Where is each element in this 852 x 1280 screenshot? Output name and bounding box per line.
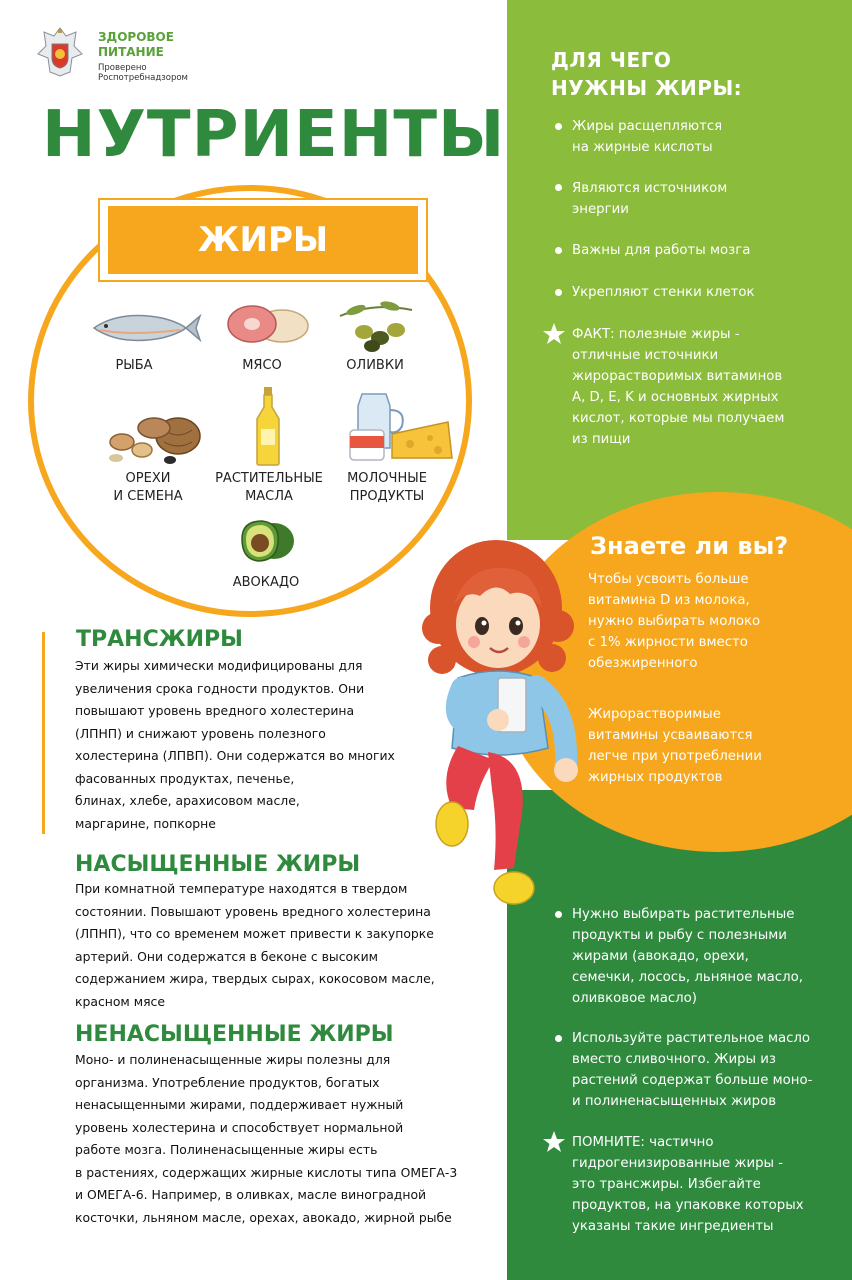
text-line: оливковое масло) — [572, 991, 697, 1006]
did-you-know-title: Знаете ли вы? — [590, 532, 789, 560]
logo-sub-line: Проверено — [98, 63, 147, 73]
text-line: и ОМЕГА-6. Например, в оливках, масле виноградной — [75, 1187, 427, 1202]
text-line: красном мясе — [75, 993, 165, 1009]
logo-subtitle — [98, 63, 188, 83]
text-line: семечки, лосось, льняное масло, — [572, 970, 803, 985]
bullet-icon — [555, 123, 562, 130]
tip-item — [572, 904, 803, 1009]
did-you-know-text — [588, 569, 760, 674]
fats-label: ЖИРЫ — [108, 206, 418, 274]
remember-item — [572, 1132, 804, 1237]
food-label-dairy — [340, 470, 434, 506]
text-line: Жирорастворимые — [588, 707, 721, 722]
meat-icon — [224, 300, 310, 352]
text-line: продукты и рыбу с полезными — [572, 928, 787, 943]
section-title-unsaturated: НЕНАСЫЩЕННЫЕ ЖИРЫ — [75, 1022, 394, 1047]
text-line: Жиры расщепляются — [572, 119, 723, 134]
text-line: блинах, хлебе, арахисовом масле, — [75, 793, 300, 808]
food-label-line: ПРОДУКТЫ — [349, 489, 425, 504]
text-line: из пищи — [572, 432, 631, 447]
olives-icon — [334, 296, 416, 360]
text-line: продуктов, на упаковке которых — [572, 1198, 804, 1213]
why-item — [572, 240, 750, 261]
text-line: легче при употреблении — [588, 749, 762, 764]
text-line: Важны для работы мозга — [572, 243, 751, 258]
nuts-icon — [98, 410, 206, 472]
text-line: ПОМНИТЕ: частично — [572, 1135, 714, 1150]
food-label-nuts — [98, 470, 198, 506]
text-line: энергии — [572, 202, 629, 217]
food-label-line: МОЛОЧНЫЕ — [347, 471, 427, 486]
why-heading-line: НУЖНЫ ЖИРЫ: — [551, 76, 743, 100]
bullet-icon — [555, 1035, 562, 1042]
text-line: организма. Употребление продуктов, богатых — [75, 1074, 380, 1090]
girl-with-milk-illustration — [418, 538, 588, 922]
star-icon — [542, 322, 566, 350]
text-line: жирорастворимых витаминов — [572, 369, 783, 384]
emblem-icon — [36, 24, 84, 80]
food-label-olives: ОЛИВКИ — [346, 358, 404, 373]
text-line: обезжиренного — [588, 656, 698, 671]
bullet-icon — [555, 289, 562, 296]
text-line: увеличения срока годности продуктов. Они — [75, 680, 365, 696]
text-line: артерий. Они содержатся в беконе с высоким — [75, 948, 378, 964]
food-label-line: И СЕМЕНА — [113, 489, 183, 504]
text-line: витамины усваиваются — [588, 728, 753, 743]
food-label-oil — [210, 470, 328, 506]
bullet-icon — [555, 247, 562, 254]
why-heading-line: ДЛЯ ЧЕГО — [551, 48, 672, 72]
text-line: указаны такие ингредиенты — [572, 1219, 774, 1234]
text-line: гидрогенизированные жиры - — [572, 1156, 784, 1171]
text-line: Эти жиры химически модифицированы для — [75, 658, 363, 673]
section-text-unsaturated — [75, 1049, 457, 1229]
text-line: витамина D из молока, — [588, 593, 750, 608]
food-label-line: ОРЕХИ — [125, 471, 171, 486]
food-label-line: МАСЛА — [245, 489, 293, 504]
text-line: отличные источники — [572, 348, 719, 363]
text-line: Используйте растительное масло — [572, 1031, 811, 1046]
text-line: на жирные кислоты — [572, 140, 713, 155]
text-line: и полиненасыщенных жиров — [572, 1094, 777, 1109]
section-text-saturated — [75, 878, 435, 1013]
why-heading — [551, 46, 742, 102]
text-line: в растениях, содержащих жирные кислоты типа ОМЕГА-3 — [75, 1164, 458, 1180]
text-line: Чтобы усвоить больше — [588, 572, 749, 587]
text-line: вместо сливочного. Жиры из — [572, 1052, 776, 1067]
why-item — [572, 116, 722, 158]
text-line: Моно- и полиненасыщенные жиры полезны для — [75, 1052, 391, 1067]
text-line: нужно выбирать молоко — [588, 614, 761, 629]
text-line: растений содержат больше моно- — [572, 1073, 813, 1088]
section-text-trans — [75, 655, 395, 835]
fact-item — [572, 324, 784, 450]
text-line: содержанием жира, твердых сырах, кокосовом масле, — [75, 971, 435, 986]
text-line: уровень холестерина и способствует нормальной — [75, 1119, 404, 1135]
section-title-trans: ТРАНСЖИРЫ — [76, 627, 243, 652]
logo-title — [98, 30, 174, 60]
accent-bar — [42, 632, 45, 834]
text-line: Являются источником — [572, 181, 728, 196]
section-title-saturated: НАСЫЩЕННЫЕ ЖИРЫ — [75, 852, 361, 877]
logo-sub-line: Роспотребнадзором — [98, 73, 188, 83]
why-item — [572, 282, 755, 303]
logo-title-line: ПИТАНИЕ — [98, 45, 164, 59]
text-line: A, D, E, K и основных жирных — [572, 390, 779, 405]
text-line: жирами (авокадо, орехи, — [572, 949, 749, 964]
food-label-avocado: АВОКАДО — [232, 575, 300, 590]
text-line: косточки, льняном масле, орехах, авокадо, жирной рыбе — [75, 1209, 452, 1225]
text-line: это трансжиры. Избегайте — [572, 1177, 761, 1192]
did-you-know-text — [588, 704, 762, 788]
text-line: При комнатной температуре находятся в твердом — [75, 881, 408, 896]
page-title: НУТРИЕНТЫ — [42, 98, 506, 172]
food-label-fish: РЫБА — [115, 358, 153, 373]
why-item — [572, 178, 727, 220]
dairy-icon — [348, 392, 454, 468]
text-line: Укрепляют стенки клеток — [572, 285, 755, 300]
text-line: фасованных продуктах, печенье, — [75, 770, 295, 786]
bullet-icon — [555, 184, 562, 191]
text-line: ФАКТ: полезные жиры - — [572, 327, 740, 342]
text-line: (ЛПНП), что со временем может привести к закупорке — [75, 926, 434, 941]
logo-title-line: ЗДОРОВОЕ — [98, 30, 174, 44]
oil-bottle-icon — [253, 385, 283, 471]
food-label-meat: МЯСО — [242, 358, 282, 373]
tip-item — [572, 1028, 812, 1112]
avocado-icon — [234, 515, 296, 569]
text-line: работе мозга. Полиненасыщенные жиры есть — [75, 1142, 378, 1157]
text-line: Нужно выбирать растительные — [572, 907, 795, 922]
text-line: жирных продуктов — [588, 770, 723, 785]
text-line: маргарине, попкорне — [75, 815, 216, 831]
fish-icon — [90, 308, 202, 352]
star-icon — [542, 1130, 566, 1158]
text-line: состоянии. Повышают уровень вредного холестерина — [75, 903, 431, 919]
text-line: с 1% жирности вместо — [588, 635, 748, 650]
text-line: ненасыщенными жирами, поддерживает нужный — [75, 1097, 404, 1112]
text-line: холестерина (ЛПВП). Они содержатся во многих — [75, 748, 395, 763]
text-line: (ЛПНП) и снижают уровень полезного — [75, 725, 326, 741]
text-line: повышают уровень вредного холестерина — [75, 703, 355, 718]
food-label-line: РАСТИТЕЛЬНЫЕ — [215, 471, 323, 486]
text-line: кислот, которые мы получаем — [572, 411, 785, 426]
